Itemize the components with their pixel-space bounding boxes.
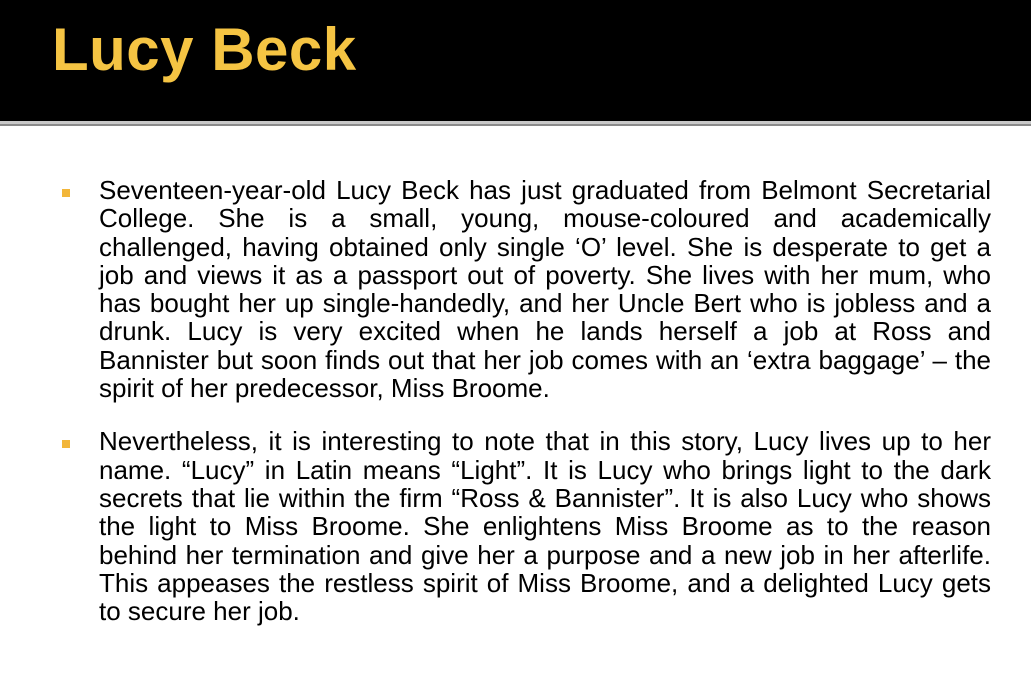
bullet-text-2: Nevertheless, it is interesting to note that in this story, Lucy lives up to her name. “Lucy” in Latin means “Light”. It is Lucy who brings light to the dark secrets that lie within the firm “Ross & Bannister”. It is also Lucy who shows the light to Miss Broome. She enlightens Miss Broome as to the reason behind her termination and give her a purpose and a new job in her afterlife. This appeases the restless spirit of Miss Broome, and a delighted Lucy gets to secure her job. [99, 426, 991, 627]
title-bar [0, 0, 1031, 121]
bullet-item-2 [56, 427, 991, 625]
bullet-list [56, 176, 991, 650]
square-bullet-icon [62, 440, 70, 448]
bullet-item-1 [56, 176, 991, 402]
title-divider-dark [0, 124, 1031, 126]
slide-title: Lucy Beck [52, 16, 357, 83]
bullet-text-1: Seventeen-year-old Lucy Beck has just graduated from Belmont Secretarial College. She is a small, young, mouse-coloured and academically challenged, having obtained only single ‘O’ level. She is desperate to get a job and views it as a passport out of poverty. She lives with her mum, who has bought her up single-handedly, and her Uncle Bert who is jobless and a drunk. Lucy is very excited when he lands herself a job at Ross and Bannister but soon finds out that her job comes with an ‘extra baggage’ – the spirit of her predecessor, Miss Broome. [99, 175, 991, 404]
square-bullet-icon [62, 189, 70, 197]
